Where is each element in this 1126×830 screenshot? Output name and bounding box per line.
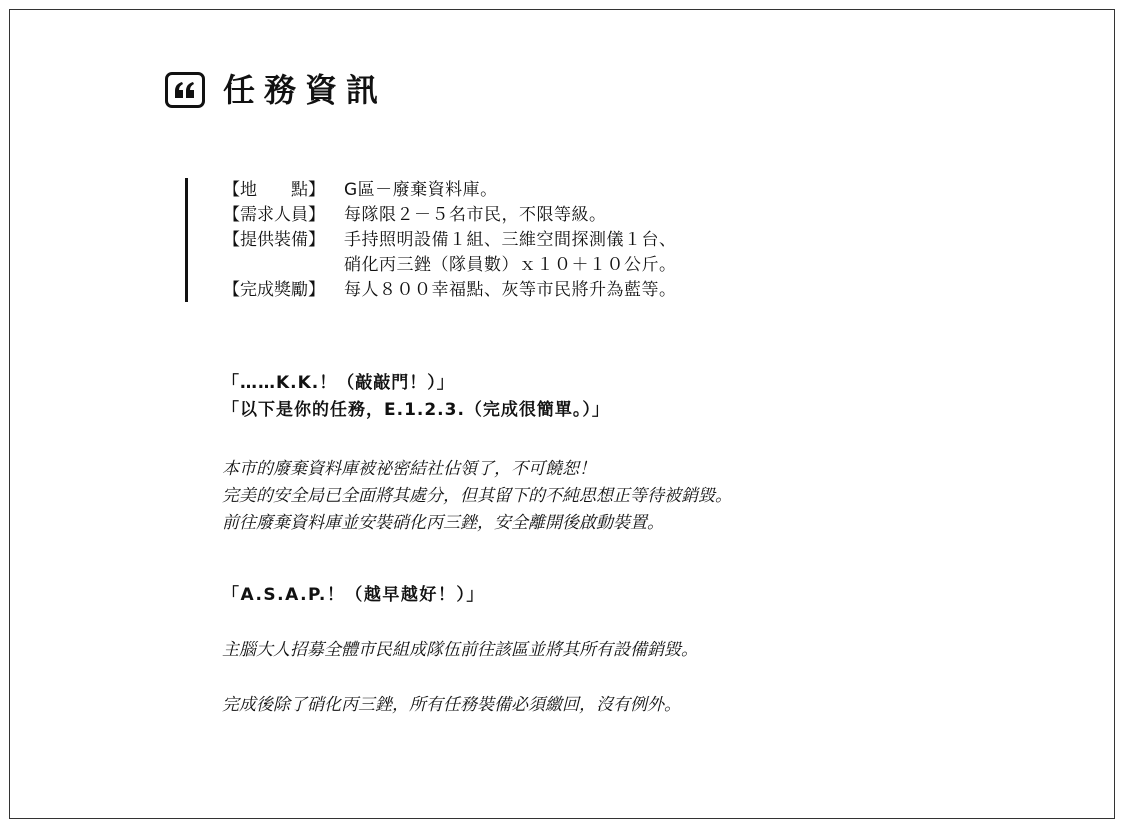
info-label: 【提供裝備】 <box>223 230 325 250</box>
quote-glyph-icon <box>173 81 197 99</box>
section-header <box>165 70 387 110</box>
info-row-personnel <box>223 203 863 228</box>
paragraph-line: 本市的廢棄資料庫被祕密結社佔領了，不可饒恕！ <box>222 459 596 479</box>
info-value: 每隊限２－５名市民，不限等級。 <box>344 205 607 225</box>
info-value: 手持照明設備１組、三維空間探測儀１台、 <box>344 230 677 250</box>
info-label: 【地 點】 <box>223 180 325 200</box>
info-row-equipment-cont <box>223 253 863 278</box>
dialog-line-knock: 「……K.K.！（敲敲門！）」 <box>222 373 455 393</box>
info-label: 【完成獎勵】 <box>223 280 325 300</box>
info-value: 每人８００幸福點、灰等市民將升為藍等。 <box>344 280 677 300</box>
info-label: 【需求人員】 <box>223 205 325 225</box>
dialog-line-task: 「以下是你的任務，E.1.2.3.（完成很簡單。）」 <box>222 400 610 420</box>
info-value: 硝化丙三銼（隊員數）ｘ１０＋１０公斤。 <box>344 255 677 275</box>
return-paragraph: 完成後除了硝化丙三銼，所有任務裝備必須繳回，沒有例外。 <box>222 695 681 715</box>
paragraph-line: 完美的安全局已全面將其處分，但其留下的不純思想正等待被銷毀。 <box>222 486 732 506</box>
dialog-line-asap: 「A.S.A.P.！（越早越好！）」 <box>222 585 485 605</box>
recruit-paragraph: 主腦大人招募全體市民組成隊伍前往該區並將其所有設備銷毀。 <box>222 640 698 660</box>
paragraph-line: 前往廢棄資料庫並安裝硝化丙三銼，安全離開後啟動裝置。 <box>222 513 664 533</box>
info-label <box>223 253 344 278</box>
page-title: 任務資訊 <box>223 71 388 109</box>
info-accent-bar <box>185 178 188 302</box>
info-row-equipment <box>223 228 863 253</box>
mission-info-list <box>223 178 863 303</box>
mission-paragraph <box>222 456 732 537</box>
info-row-location <box>223 178 863 203</box>
info-value: G區－廢棄資料庫。 <box>344 180 498 200</box>
info-row-reward <box>223 278 863 303</box>
quote-icon <box>165 72 205 108</box>
